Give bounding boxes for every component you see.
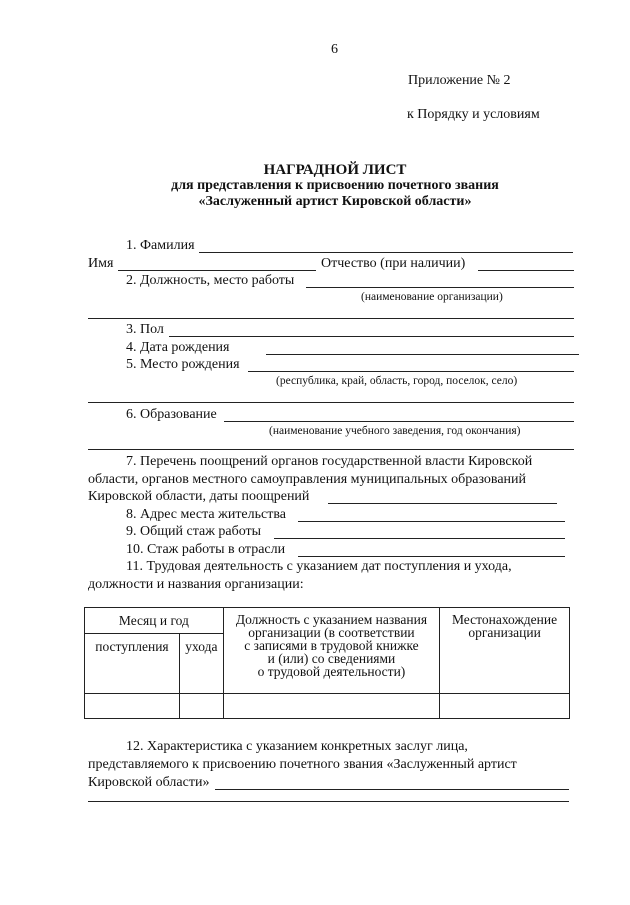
document-subtitle-1: для представления к присвоению почетного звания	[171, 178, 499, 193]
field-awards-line-1: 7. Перечень поощрений органов государственной власти Кировской	[126, 454, 533, 469]
field-position-line-2[interactable]	[88, 318, 574, 319]
table-header-position-line-5: о трудовой деятельности)	[257, 664, 406, 679]
appendix-subtitle: к Порядку и условиям	[407, 107, 540, 122]
field-education-line-2[interactable]	[88, 449, 574, 450]
field-awards-line-2: области, органов местного самоуправления муниципальных образований	[88, 472, 527, 487]
field-awards-label: Кировской области, даты поощрений	[88, 489, 310, 504]
table-cell-location[interactable]	[440, 694, 570, 719]
table-header-location-line-1: Местонахождение	[451, 612, 558, 627]
work-history-table	[84, 607, 570, 719]
document-title: НАГРАДНОЙ ЛИСТ	[263, 162, 407, 178]
field-address-label: 8. Адрес места жительства	[126, 507, 286, 522]
field-characteristic-line-2: представляемого к присвоению почетного звания «Заслуженный артист	[88, 757, 517, 772]
table-header-entry: поступления	[85, 634, 180, 694]
field-industry-experience-label: 10. Стаж работы в отрасли	[126, 542, 286, 557]
field-birthplace-hint: (республика, край, область, город, поселок, село)	[276, 375, 518, 387]
field-awards-line[interactable]	[328, 503, 557, 504]
table-header-position-line-3: с записями в трудовой книжке	[244, 638, 419, 653]
table-header-location-line-2: организации	[468, 625, 541, 640]
page-number: 6	[331, 42, 338, 57]
table-header-position-line-1: Должность с указанием названия	[235, 612, 428, 627]
field-education-hint: (наименование учебного заведения, год окончания)	[269, 425, 521, 437]
field-position-label: 2. Должность, место работы	[126, 273, 295, 288]
table-header-position-line-4: и (или) со сведениями	[267, 651, 396, 666]
field-experience-label: 9. Общий стаж работы	[126, 524, 262, 539]
table-header-exit: ухода	[179, 634, 223, 694]
table-cell-entry[interactable]	[85, 694, 180, 719]
field-sex-label: 3. Пол	[126, 322, 164, 337]
field-position-hint: (наименование организации)	[361, 291, 503, 303]
field-characteristic-line-1: 12. Характеристика с указанием конкретных заслуг лица,	[126, 739, 468, 754]
field-education-line[interactable]	[224, 421, 574, 422]
field-address-line[interactable]	[298, 521, 565, 522]
field-characteristic-label: Кировской области»	[88, 775, 210, 790]
field-birthdate-label: 4. Дата рождения	[126, 340, 230, 355]
document-subtitle-2: «Заслуженный артист Кировской области»	[198, 194, 472, 209]
appendix-title: Приложение № 2	[408, 73, 511, 88]
field-position-line[interactable]	[306, 287, 574, 288]
field-birthplace-line-2[interactable]	[88, 402, 574, 403]
field-surname-label: 1. Фамилия	[126, 238, 195, 253]
field-surname-line[interactable]	[199, 252, 573, 253]
field-birthdate-line[interactable]	[266, 354, 579, 355]
table-cell-position[interactable]	[223, 694, 439, 719]
field-patronymic-label: Отчество (при наличии)	[321, 256, 466, 271]
field-sex-line[interactable]	[169, 336, 574, 337]
table-header-month-year: Месяц и год	[85, 608, 224, 634]
field-characteristic-line[interactable]	[215, 789, 569, 790]
table-cell-exit[interactable]	[179, 694, 223, 719]
field-work-history-line-2: должности и названия организации:	[88, 577, 304, 592]
table-header-position	[223, 608, 439, 694]
table-header-position-line-2: организации (в соответствии	[248, 625, 415, 640]
field-work-history-line-1: 11. Трудовая деятельность с указанием дат поступления и ухода,	[126, 559, 512, 574]
field-birthplace-label: 5. Место рождения	[126, 357, 240, 372]
field-education-label: 6. Образование	[126, 407, 217, 422]
field-birthplace-line[interactable]	[248, 371, 574, 372]
field-experience-line[interactable]	[274, 538, 565, 539]
table-header-location	[440, 608, 570, 694]
field-patronymic-line[interactable]	[478, 270, 574, 271]
field-name-line[interactable]	[118, 270, 316, 271]
field-industry-experience-line[interactable]	[298, 556, 565, 557]
field-name-label: Имя	[88, 256, 114, 271]
field-characteristic-line-2[interactable]	[88, 801, 569, 802]
